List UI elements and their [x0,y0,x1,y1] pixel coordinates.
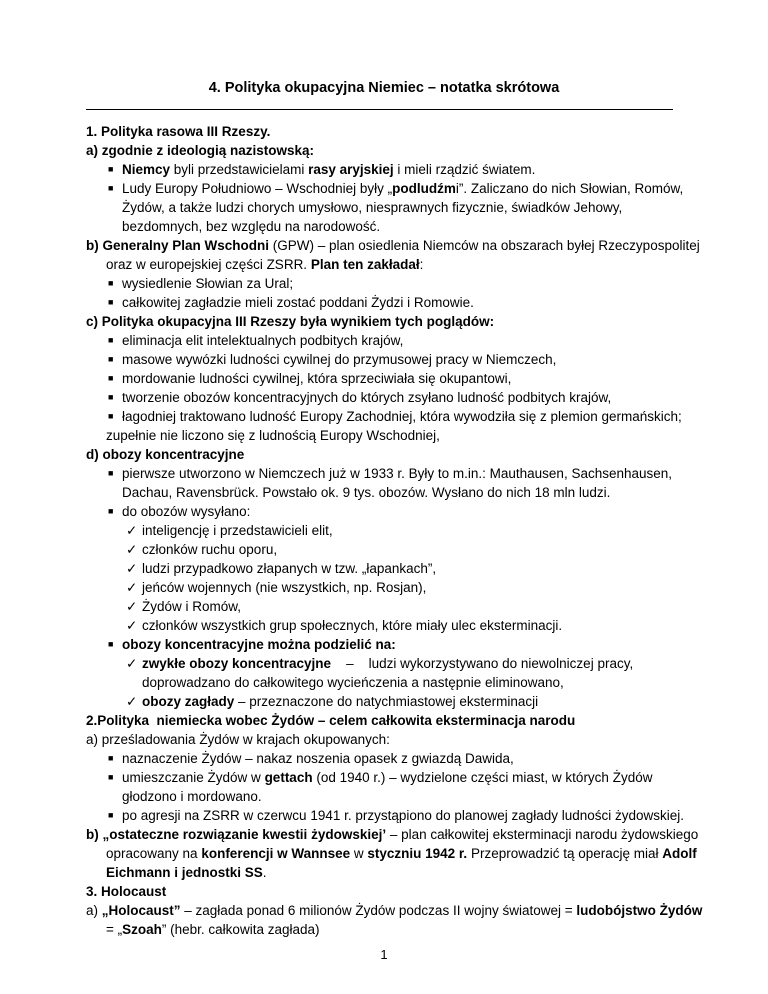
list-item-continuation: Żydów, a także ludzi chorych umysłowo, niesprawnych fizycznie, świadków Jehowy, [122,200,623,215]
subsection-b2-heading: b) „ostateczne rozwiązanie kwestii żydowskiej’ – plan całkowitej eksterminacji narodu żydowskiego [86,827,699,842]
bullet-marker: ■ [108,772,114,782]
page-title: 4. Polityka okupacyjna Niemiec – notatka skrótowa [208,80,560,96]
bullet-marker: ■ [108,506,114,516]
bullet-marker: ■ [108,183,114,193]
list-item: ■ naznaczenie Żydów – nakaz noszenia opasek z gwiazdą Dawida, [108,751,514,766]
bullet-marker: ■ [108,278,114,288]
list-item: ■ Ludy Europy Południowo – Wschodniej były „podludźmi”. Zaliczano do nich Słowian, Romów, [108,181,684,196]
section-3-heading: 3. Holocaust [86,884,167,899]
list-item: ■ umieszczanie Żydów w gettach (od 1940 r.) – wydzielone części miast, w których Żydów [108,770,653,785]
list-item: ■ do obozów wysyłano: [108,504,251,519]
checkmark-icon: ✓ [126,542,138,557]
checkmark-icon: ✓ [126,523,138,538]
bullet-marker: ■ [108,392,114,402]
check-item: ✓ Żydów i Romów, [126,599,242,614]
checkmark-icon: ✓ [126,618,138,633]
subsection-b1-continuation: oraz w europejskiej części ZSRR. Plan ten zakładał: [106,257,424,272]
checkmark-icon: ✓ [126,561,138,576]
list-item-continuation: głodzono i mordowano. [122,789,262,804]
list-item: ■ wysiedlenie Słowian za Ural; [108,276,294,291]
bullet-marker: ■ [108,297,114,307]
bullet-marker: ■ [108,639,114,649]
checkmark-icon: ✓ [126,656,138,671]
subsection-b2-continuation: Eichmann i jednostki SS. [106,865,267,880]
subsection-b2-continuation: opracowany na konferencji w Wannsee w styczniu 1942 r. Przeprowadzić tą operację miał Adolf [106,846,697,861]
bullet-marker: ■ [108,411,114,421]
list-item: ■ obozy koncentracyjne można podzielić na: [108,637,396,652]
list-item: ■ masowe wywózki ludności cywilnej do przymusowej pracy w Niemczech, [108,352,557,367]
section-2-heading: 2.Polityka niemiecka wobec Żydów – celem całkowita eksterminacja narodu [86,713,576,728]
title-underline [86,109,673,110]
list-item: ■ eliminacja elit intelektualnych podbitych krajów, [108,333,404,348]
bullet-marker: ■ [108,335,114,345]
checkmark-icon: ✓ [126,694,138,709]
check-item: ✓ inteligencję i przedstawicieli elit, [126,523,333,538]
list-item: ■ pierwsze utworzono w Niemczech już w 1933 r. Były to m.in.: Mauthausen, Sachsenhausen, [108,466,673,481]
list-item: ■ po agresji na ZSRR w czerwcu 1941 r. przystąpiono do planowej zagłady ludności żydowskiej. [108,808,685,823]
document-body [86,122,703,939]
list-item: ■ mordowanie ludności cywilnej, która sprzeciwiała się okupantowi, [108,371,512,386]
subsection-a3-continuation: = „Szoah” (hebr. całkowita zagłada) [106,922,320,937]
list-item: ■ całkowitej zagładzie mieli zostać poddani Żydzi i Romowie. [108,295,474,310]
subsection-a1-heading: a) zgodnie z ideologią nazistowską: [86,143,315,158]
bullet-marker: ■ [108,373,114,383]
checkmark-icon: ✓ [126,599,138,614]
list-item-continuation: zupełnie nie liczono się z ludnością Europy Wschodniej, [106,428,440,443]
check-item: ✓ ludzi przypadkowo złapanych w tzw. „łapankach”, [126,561,437,576]
subsection-c1-heading: c) Polityka okupacyjna III Rzeszy była wynikiem tych poglądów: [86,314,495,329]
bullet-marker: ■ [108,753,114,763]
check-item: ✓ zwykłe obozy koncentracyjne – ludzi wykorzystywano do niewolniczej pracy, [126,656,634,671]
subsection-b1-heading: b) Generalny Plan Wschodni (GPW) – plan osiedlenia Niemców na obszarach byłej Rzeczypospolitej [86,238,700,253]
list-item-continuation: bezdomnych, bez względu na narodowość. [122,219,381,234]
check-item-continuation: doprowadzano do całkowitego wycieńczenia a następnie eliminowano, [142,675,564,690]
page-number: 1 [380,947,388,962]
check-item: ✓ obozy zagłady – przeznaczone do natychmiastowej eksterminacji [126,694,539,709]
list-item: ■ Niemcy byli przedstawicielami rasy aryjskiej i mieli rządzić światem. [108,162,536,177]
subsection-a3: a) „Holocaust” – zagłada ponad 6 milionów Żydów podczas II wojny światowej = ludobójstwo Żydów [86,903,703,918]
bullet-marker: ■ [108,810,114,820]
bullet-marker: ■ [108,468,114,478]
subsection-a2-heading: a) prześladowania Żydów w krajach okupowanych: [86,732,390,747]
check-item: ✓ jeńców wojennych (nie wszystkich, np. Rosjan), [126,580,427,595]
checkmark-icon: ✓ [126,580,138,595]
check-item: ✓ członków wszystkich grup społecznych, które miały ulec eksterminacji. [126,618,563,633]
list-item: ■ tworzenie obozów koncentracyjnych do których zsyłano ludność podbitych krajów, [108,390,612,405]
list-item: ■ łagodniej traktowano ludność Europy Zachodniej, która wywodziła się z plemion germańskich; [108,409,682,424]
list-item-continuation: Dachau, Ravensbrück. Powstało ok. 9 tys. obozów. Wysłano do nich 18 mln ludzi. [122,485,611,500]
bullet-marker: ■ [108,164,114,174]
check-item: ✓ członków ruchu oporu, [126,542,278,557]
subsection-d1-heading: d) obozy koncentracyjne [86,447,245,462]
section-1-heading: 1. Polityka rasowa III Rzeszy. [86,124,271,139]
bullet-marker: ■ [108,354,114,364]
